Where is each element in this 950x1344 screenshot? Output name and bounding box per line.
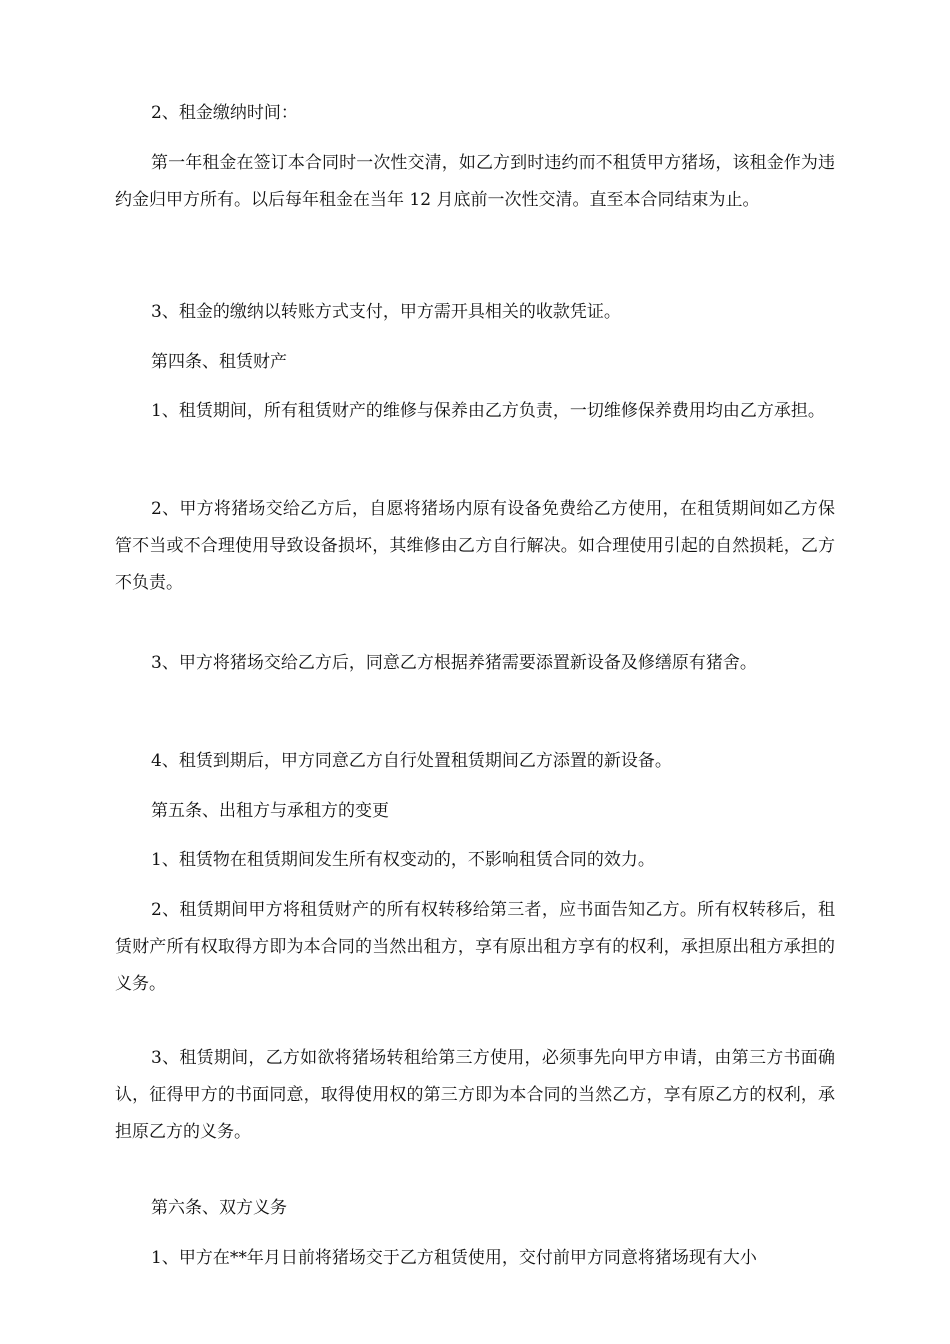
- paragraph-5-3: 3、租赁期间，乙方如欲将猪场转租给第三方使用，必须事先向甲方申请，由第三方书面确认，征得甲方的书面同意，取得使用权的第三方即为本合同的当然乙方，享有原乙方的权利，承担原乙方的义务。: [115, 1048, 835, 1142]
- heading-article-6: 第六条、双方义务: [151, 1198, 287, 1218]
- paragraph-5-1: 1、租赁物在租赁期间发生所有权变动的，不影响租赁合同的效力。: [151, 850, 655, 870]
- heading-article-5: 第五条、出租方与承租方的变更: [151, 801, 389, 821]
- paragraph-transfer-payment: 3、租金的缴纳以转账方式支付，甲方需开具相关的收款凭证。: [151, 302, 621, 322]
- paragraph-5-2: 2、租赁期间甲方将租赁财产的所有权转移给第三者，应书面告知乙方。所有权转移后，租赁财产所有权取得方即为本合同的当然出租方，享有原出租方享有的权利，承担原出租方承担的义务。: [115, 900, 835, 994]
- paragraph-4-3: 3、甲方将猪场交给乙方后，同意乙方根据养猪需要添置新设备及修缮原有猪舍。: [151, 653, 757, 673]
- paragraph-rent-payment-time: 2、租金缴纳时间：: [151, 103, 298, 123]
- heading-article-4: 第四条、租赁财产: [151, 352, 287, 372]
- paragraph-4-2: 2、甲方将猪场交给乙方后，自愿将猪场内原有设备免费给乙方使用，在租赁期间如乙方保管不当或不合理使用导致设备损坏，其维修由乙方自行解决。如合理使用引起的自然损耗，乙方不负责。: [115, 499, 835, 593]
- paragraph-first-year-rent: 第一年租金在签订本合同时一次性交清，如乙方到时违约而不租赁甲方猪场，该租金作为违约金归甲方所有。以后每年租金在当年 12 月底前一次性交清。直至本合同结束为止。: [115, 153, 835, 210]
- paragraph-6-1: 1、甲方在**年月日前将猪场交于乙方租赁使用，交付前甲方同意将猪场现有大小: [151, 1248, 757, 1268]
- paragraph-4-4: 4、租赁到期后，甲方同意乙方自行处置租赁期间乙方添置的新设备。: [151, 751, 672, 771]
- paragraph-4-1: 1、租赁期间，所有租赁财产的维修与保养由乙方负责，一切维修保养费用均由乙方承担。: [151, 401, 825, 421]
